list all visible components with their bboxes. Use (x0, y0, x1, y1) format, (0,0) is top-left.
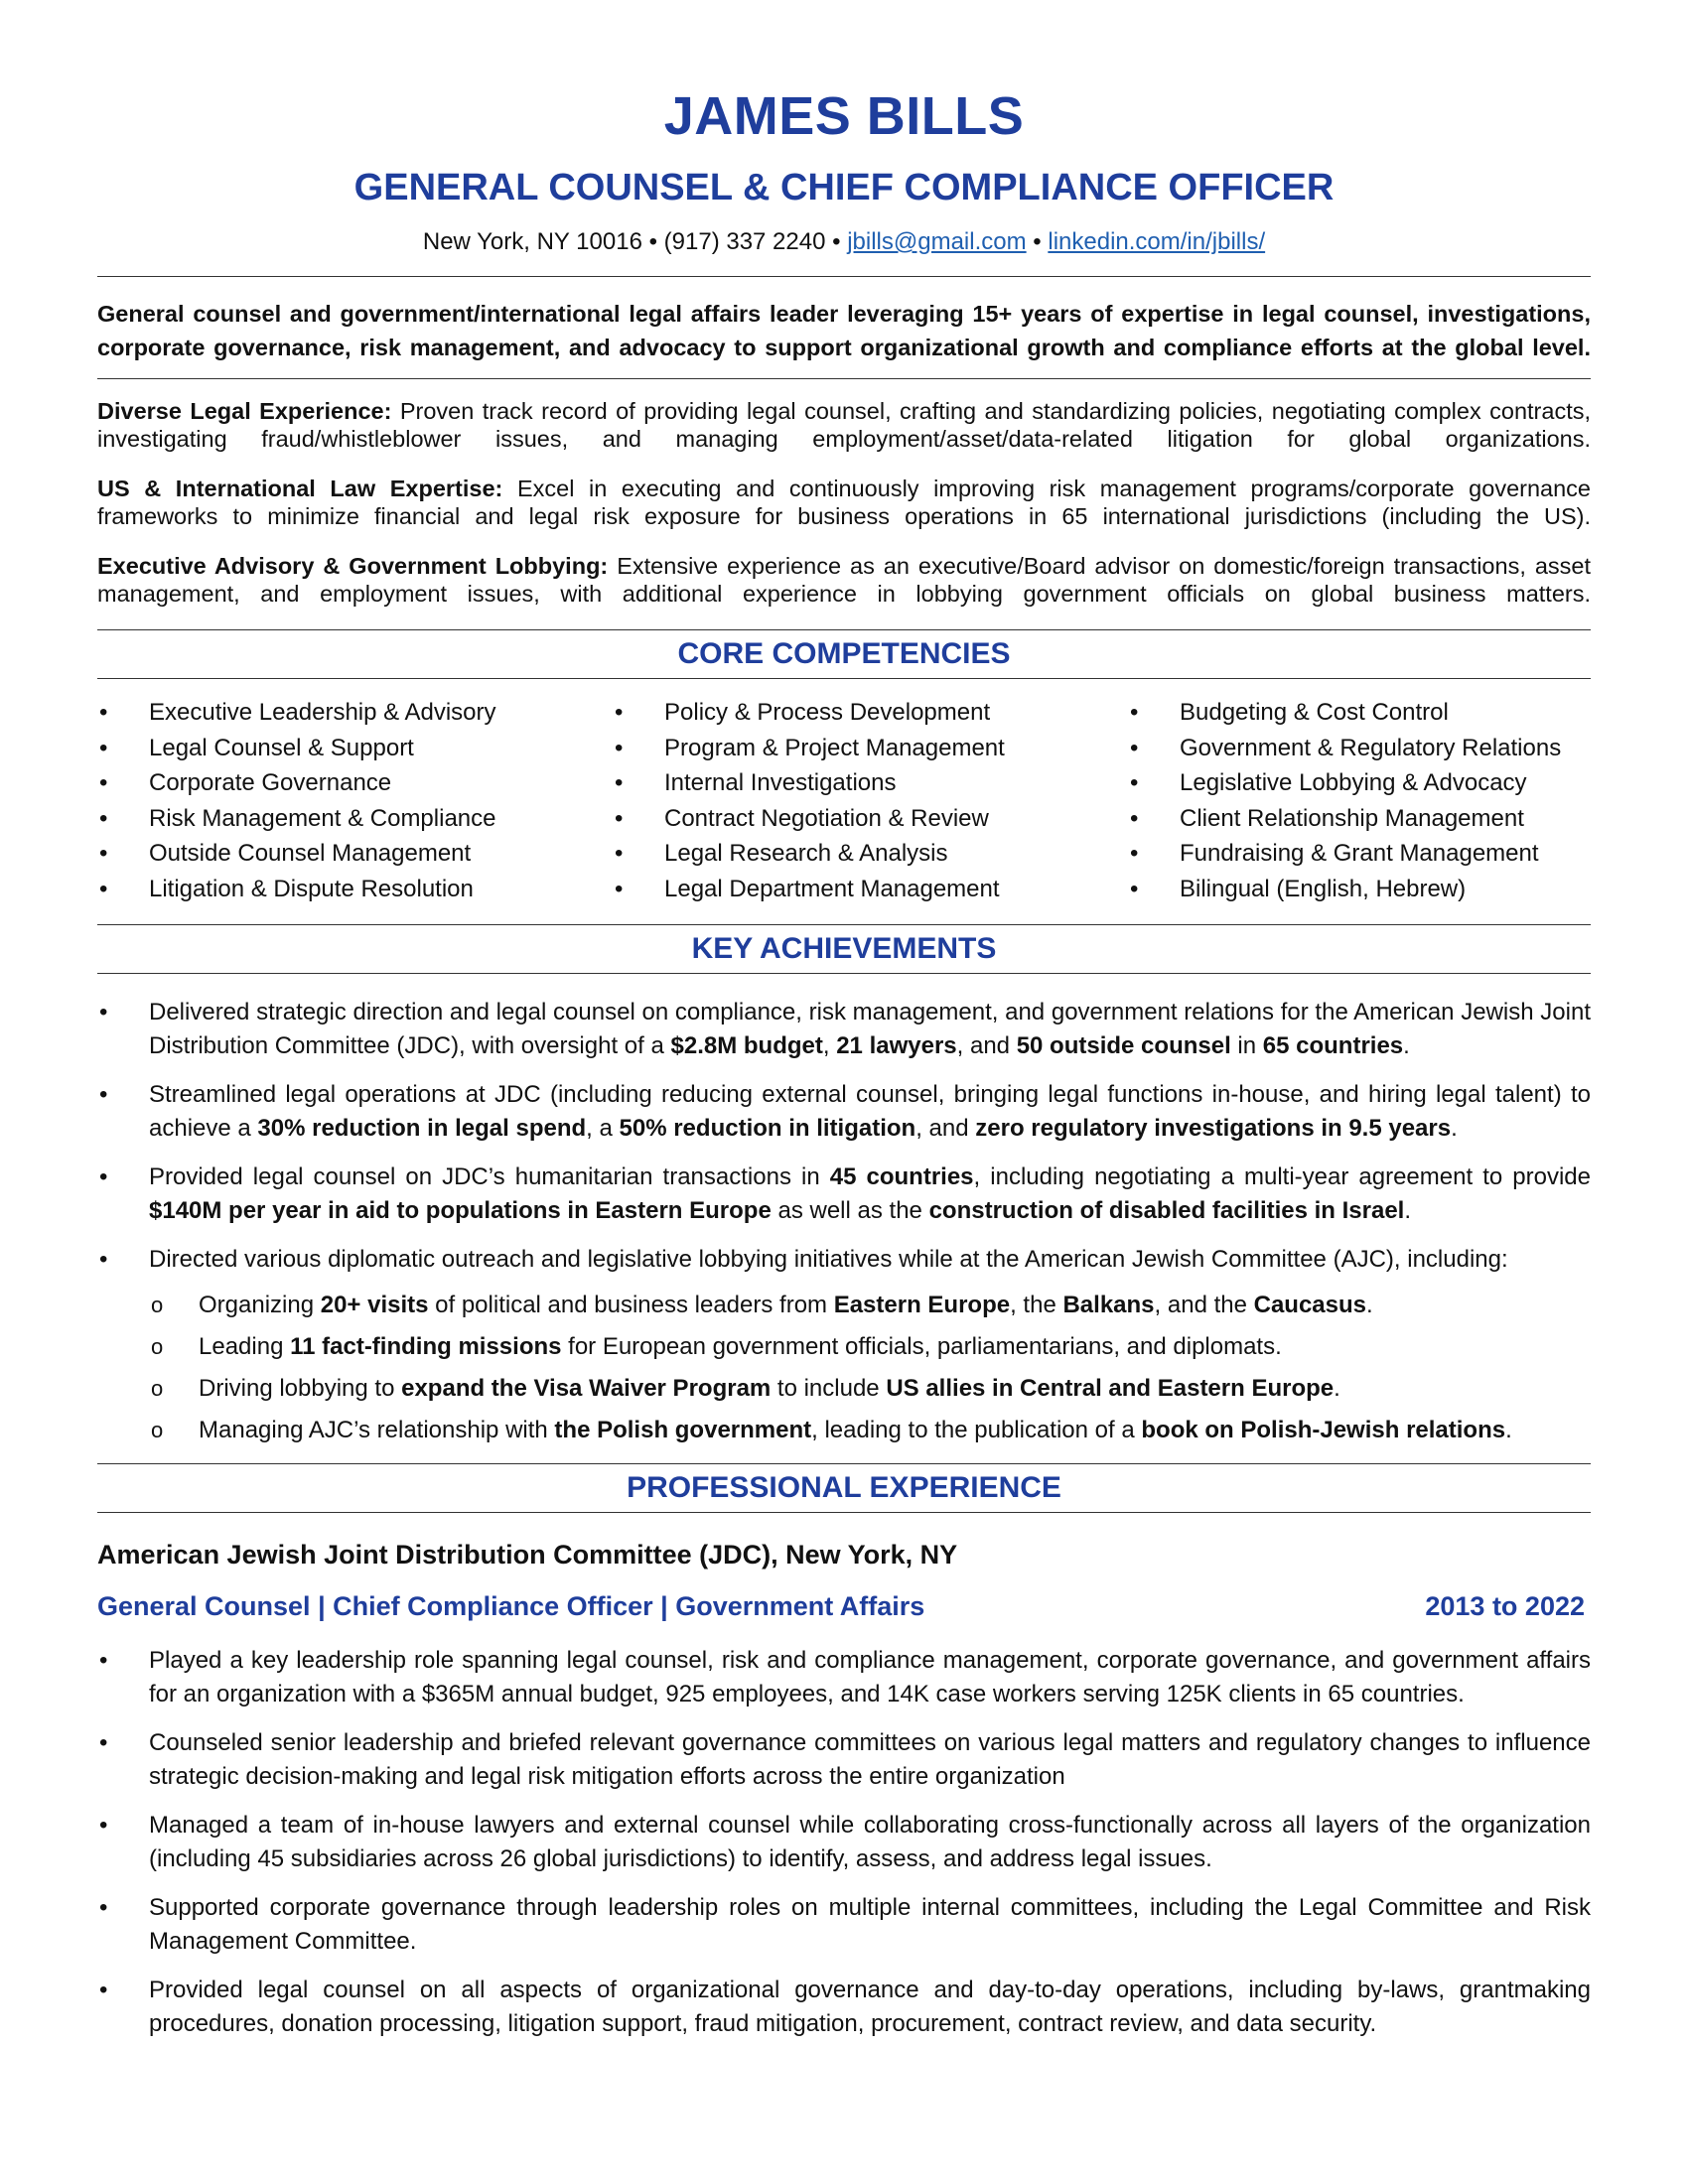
achievement-item: • Delivered strategic direction and legal counsel on compliance, risk management, and government relations for the American Jewish Joint Distribution Committee (JDC), with oversight of a $2.8M budget, 21 lawyers, and 50 outside counsel in 65 countries. (97, 996, 1591, 1063)
achievement-sublist (149, 1285, 1591, 1451)
email-link[interactable]: jbills@gmail.com (847, 228, 1027, 255)
competency-item: • Contract Negotiation & Review (613, 801, 1128, 837)
competencies-column (1128, 695, 1591, 906)
job-title: GENERAL COUNSEL & CHIEF COMPLIANCE OFFICER (353, 167, 1335, 208)
highlight-label: Diverse Legal Experience: (97, 398, 392, 424)
competencies-column (613, 695, 1128, 906)
candidate-name: JAMES BILLS (663, 86, 1025, 146)
highlight-executive-advisory (97, 552, 1591, 608)
experience-bullet: • Supported corporate governance through leadership roles on multiple internal committees, including the Legal Committee and Risk Management Committee. (97, 1891, 1591, 1959)
competency-item: • Executive Leadership & Advisory (97, 695, 613, 731)
divider (97, 678, 1591, 679)
highlight-text: Excel in executing and continuously improving risk management programs/corporate governance frameworks to minimize financial and legal risk exposure for business operations in 65 international jurisdictions (including the US). (97, 476, 1591, 529)
achievement-subitem: o Managing AJC’s relationship with the Polish government, leading to the publication of a book on Polish-Jewish relations. (149, 1410, 1591, 1451)
competency-item: • Legislative Lobbying & Advocacy (1128, 765, 1591, 801)
employer-name: American Jewish Joint Distribution Committee (JDC), New York, NY (97, 1540, 958, 1570)
competency-item: • Budgeting & Cost Control (1128, 695, 1591, 731)
role-dates: 2013 to 2022 (1425, 1591, 1585, 1621)
competency-item: • Bilingual (English, Hebrew) (1128, 872, 1591, 907)
experience-bullet: • Counseled senior leadership and briefed relevant governance committees on various legal matters and regulatory changes to influence strategic decision-making and legal risk mitigation efforts across the entire organization (97, 1726, 1591, 1794)
role-title: General Counsel | Chief Compliance Officer | Government Affairs (97, 1591, 925, 1621)
divider (97, 276, 1591, 277)
contact-line (97, 212, 1591, 258)
location-phone: New York, NY 10016 • (917) 337 2240 • (422, 228, 841, 255)
highlight-label: US & International Law Expertise: (97, 476, 503, 501)
experience-bullets (97, 1644, 1591, 2041)
competencies-column (97, 695, 613, 906)
competency-item: • Litigation & Dispute Resolution (97, 872, 613, 907)
achievement-subitem: o Organizing 20+ visits of political and business leaders from Eastern Europe, the Balkans, and the Caucasus. (149, 1285, 1591, 1326)
achievement-item: • Provided legal counsel on JDC’s humanitarian transactions in 45 countries, including negotiating a multi-year agreement to provide $140M per year in aid to populations in Eastern Europe as well as the construction of disabled facilities in Israel. (97, 1160, 1591, 1228)
competency-item: • Legal Counsel & Support (97, 731, 613, 766)
section-heading-key-achievements: KEY ACHIEVEMENTS (691, 932, 997, 965)
experience-bullet: • Managed a team of in-house lawyers and external counsel while collaborating cross-functionally across all layers of the organization (including 45 subsidiaries across 26 global jurisdictions) to identify, assess, and address legal issues. (97, 1809, 1591, 1876)
competency-item: • Risk Management & Compliance (97, 801, 613, 837)
achievements-list (97, 996, 1591, 1451)
competency-item: • Program & Project Management (613, 731, 1128, 766)
competency-item: • Policy & Process Development (613, 695, 1128, 731)
competency-item: • Corporate Governance (97, 765, 613, 801)
divider (97, 1512, 1591, 1513)
highlight-diverse-legal (97, 397, 1591, 453)
linkedin-link[interactable]: linkedin.com/in/jbills/ (1048, 228, 1266, 255)
section-heading-professional-experience: PROFESSIONAL EXPERIENCE (627, 1471, 1061, 1504)
experience-bullet: • Provided legal counsel on all aspects of organizational governance and day-to-day operations, including by-laws, grantmaking procedures, donation processing, litigation support, fraud mitigation, procurement, contract review, and data security. (97, 1974, 1591, 2041)
competency-item: • Outside Counsel Management (97, 836, 613, 872)
achievement-item: • Streamlined legal operations at JDC (including reducing external counsel, bringing legal functions in-house, and hiring legal talent) to achieve a 30% reduction in legal spend, a 50% reduction in litigation, and zero regulatory investigations in 9.5 years. (97, 1078, 1591, 1146)
competency-item: • Internal Investigations (613, 765, 1128, 801)
competencies-grid (97, 695, 1591, 906)
competency-item: • Fundraising & Grant Management (1128, 836, 1591, 872)
summary-statement: General counsel and government/international legal affairs leader leveraging 15+ years of expertise in legal counsel, investigations, corporate governance, risk management, and advocacy to support organizational growth and compliance efforts at the global level. (97, 301, 1591, 360)
highlight-us-international (97, 475, 1591, 530)
competency-item: • Government & Regulatory Relations (1128, 731, 1591, 766)
achievement-item: • Directed various diplomatic outreach and legislative lobbying initiatives while at the American Jewish Committee (AJC), including: o Organizing 20+ visits of political and business leaders from Eastern Europe, the Balkans, and the Caucasus. o Leading 11 fact-finding missions for European government officials, parliamentarians, and diplomats. o Driving lobbying to expand the Visa Waiver Program to include US allies in Central and Eastern Europe. o Managing AJC’s relationship with the Polish government, leading to the publication of a book on Polish-Jewish relations. (97, 1243, 1591, 1451)
divider (97, 973, 1591, 974)
competency-item: • Client Relationship Management (1128, 801, 1591, 837)
achievement-subitem: o Driving lobbying to expand the Visa Waiver Program to include US allies in Central and Eastern Europe. (149, 1368, 1591, 1410)
role-row (97, 1588, 1591, 1624)
experience-bullet: • Played a key leadership role spanning legal counsel, risk and compliance management, corporate governance, and government affairs for an organization with a $365M annual budget, 925 employees, and 14K case workers serving 125K clients in 65 countries. (97, 1644, 1591, 1711)
highlight-label: Executive Advisory & Government Lobbying: (97, 553, 609, 579)
highlight-text: Proven track record of providing legal counsel, crafting and standardizing policies, negotiating complex contracts, investigating fraud/whistleblower issues, and managing employment/asset/data-related litigation for global organizations. (97, 398, 1592, 452)
achievement-subitem: o Leading 11 fact-finding missions for European government officials, parliamentarians, and diplomats. (149, 1326, 1591, 1368)
competency-item: • Legal Department Management (613, 872, 1128, 907)
highlight-text: Extensive experience as an executive/Board advisor on domestic/foreign transactions, asset management, and employment issues, with additional experience in lobbying government officials on global business matters. (97, 553, 1591, 607)
contact-separator: • (1033, 228, 1042, 255)
section-heading-core-competencies: CORE COMPETENCIES (677, 637, 1011, 670)
competency-item: • Legal Research & Analysis (613, 836, 1128, 872)
divider (97, 378, 1591, 379)
